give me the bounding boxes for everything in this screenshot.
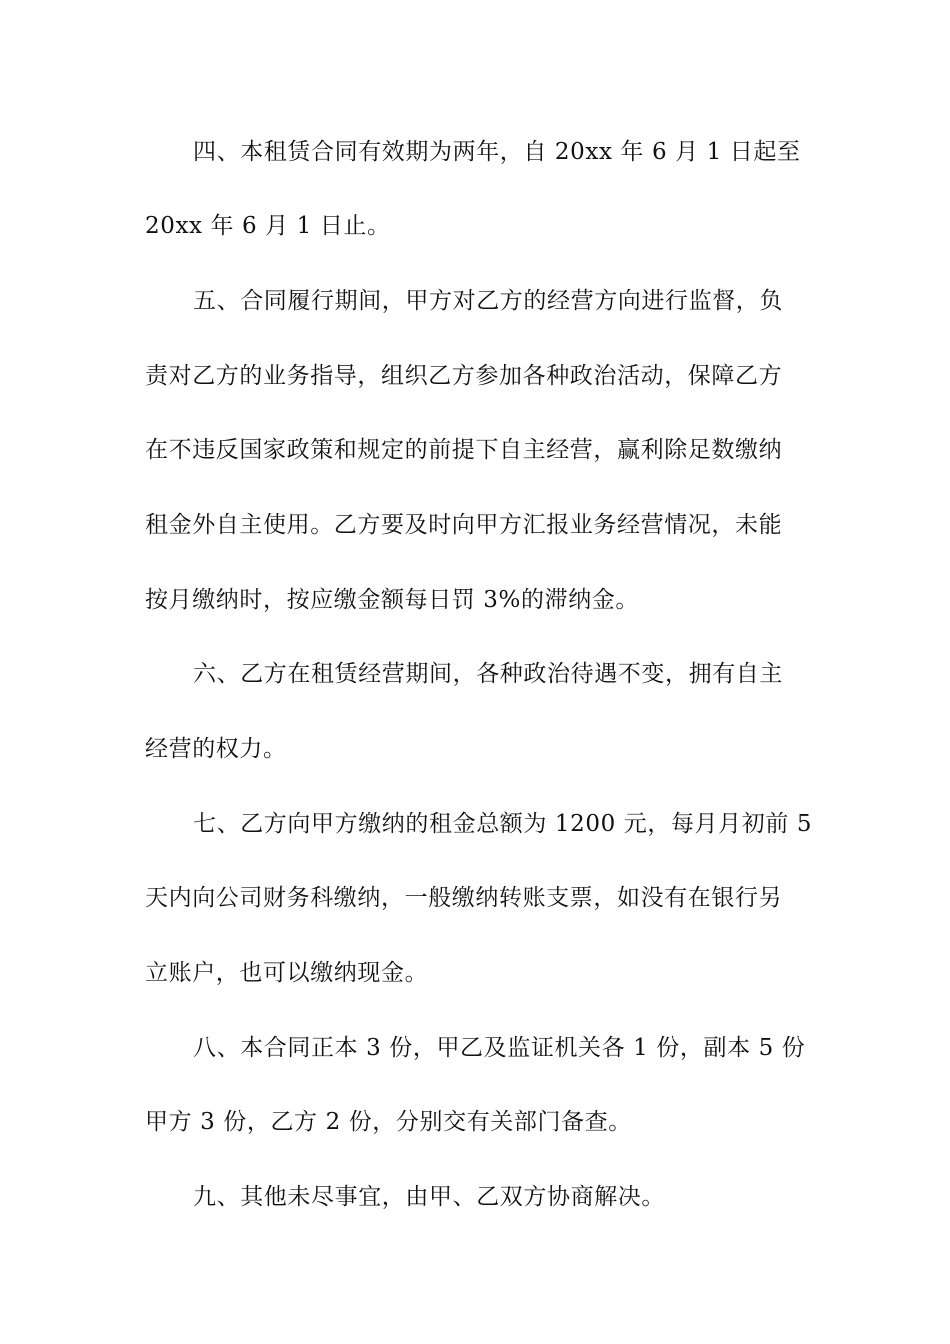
clause-5-line-2: 责对乙方的业务指导，组织乙方参加各种政治活动，保障乙方 [145,363,783,389]
clause-5-line-3: 在不违反国家政策和规定的前提下自主经营，赢利除足数缴纳 [145,437,783,463]
clause-6-line-1: 六、乙方在租赁经营期间，各种政治待遇不变，拥有自主 [193,661,783,687]
clause-7-line-2: 天内向公司财务科缴纳，一般缴纳转账支票，如没有在银行另 [145,885,783,911]
clause-7-line-3: 立账户，也可以缴纳现金。 [145,960,429,986]
clause-4-line-1: 四、本租赁合同有效期为两年，自 20xx 年 6 月 1 日起至 [193,139,801,165]
clause-5-line-1: 五、合同履行期间，甲方对乙方的经营方向进行监督，负 [193,288,783,314]
clause-5-line-5: 按月缴纳时，按应缴金额每日罚 3%的滞纳金。 [145,587,639,613]
clause-6-line-2: 经营的权力。 [145,736,287,762]
clause-8-line-2: 甲方 3 份，乙方 2 份，分别交有关部门备查。 [145,1109,632,1135]
clause-7-line-1: 七、乙方向甲方缴纳的租金总额为 1200 元，每月月初前 5 [193,811,813,837]
clause-8-line-1: 八、本合同正本 3 份，甲乙及监证机关各 1 份，副本 5 份 [193,1035,806,1061]
clause-4-line-2: 20xx 年 6 月 1 日止。 [145,213,391,239]
clause-9-line-1: 九、其他未尽事宜，由甲、乙双方协商解决。 [193,1184,665,1210]
clause-5-line-4: 租金外自主使用。乙方要及时向甲方汇报业务经营情况，未能 [145,512,783,538]
